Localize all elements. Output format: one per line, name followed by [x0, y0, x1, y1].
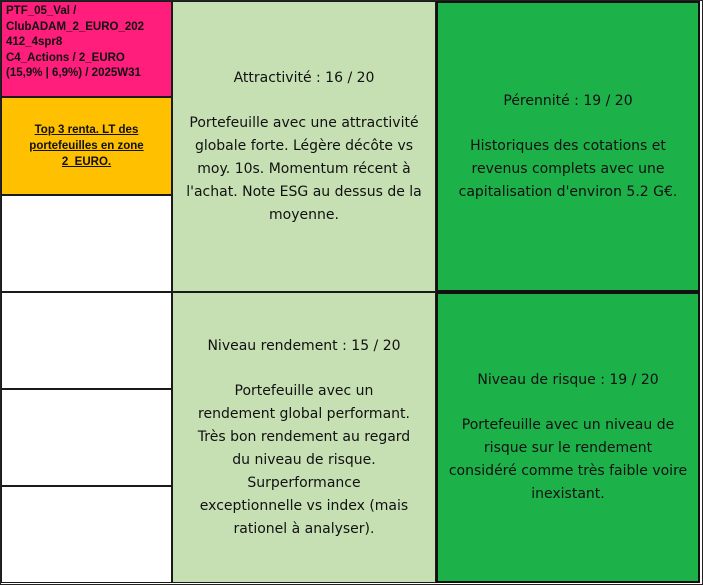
- portfolio-id-line: C4_Actions / 2_EURO: [6, 51, 125, 64]
- risque-body: Portefeuille avec un niveau de risque sur le rendement considéré comme très faible voire inexistant.: [448, 417, 688, 502]
- portfolio-id-line: (15,9% | 6,9%) / 2025W31: [6, 67, 141, 79]
- risque-title: Niveau de risque : 19 / 20: [477, 372, 659, 388]
- perennite-body: Historiques des cotations et revenus complets avec une capitalisation d'environ 5.2 G€.: [458, 137, 678, 200]
- perennite-panel: [436, 1, 700, 292]
- empty-cell: [1, 195, 172, 292]
- attractivite-title: Attractivité : 16 / 20: [233, 69, 375, 86]
- portfolio-id-line: ClubADAM_2_EURO_202: [6, 20, 145, 33]
- empty-cell: [1, 486, 172, 583]
- top3-cell[interactable]: [1, 97, 172, 195]
- portfolio-id-line: PTF_05_Val /: [6, 5, 77, 17]
- perennite-title: Pérennité : 19 / 20: [503, 92, 633, 109]
- rendement-panel: [172, 292, 436, 583]
- attractivite-panel: [172, 1, 436, 292]
- attractivite-body: Portefeuille avec une attractivité globale forte. Légère décôte vs moy. 10s. Momentum récent à l'achat. Note ESG au dessus de la moyenne.: [186, 114, 422, 223]
- empty-cell: [1, 292, 172, 389]
- top3-link[interactable]: Top 3 renta. LT des portefeuilles en zone 2_EURO.: [29, 124, 144, 168]
- rendement-title: Niveau rendement : 15 / 20: [207, 337, 401, 354]
- rendement-body: Portefeuille avec un rendement global performant. Très bon rendement au regard du niveau de risque. Surperformance exceptionnelle vs index (mais rationel à analyser).: [197, 382, 411, 537]
- portfolio-id-cell: [1, 1, 172, 97]
- empty-cell: [1, 389, 172, 486]
- risque-panel: [436, 292, 700, 583]
- portfolio-id-line: 412_4spr8: [6, 36, 63, 48]
